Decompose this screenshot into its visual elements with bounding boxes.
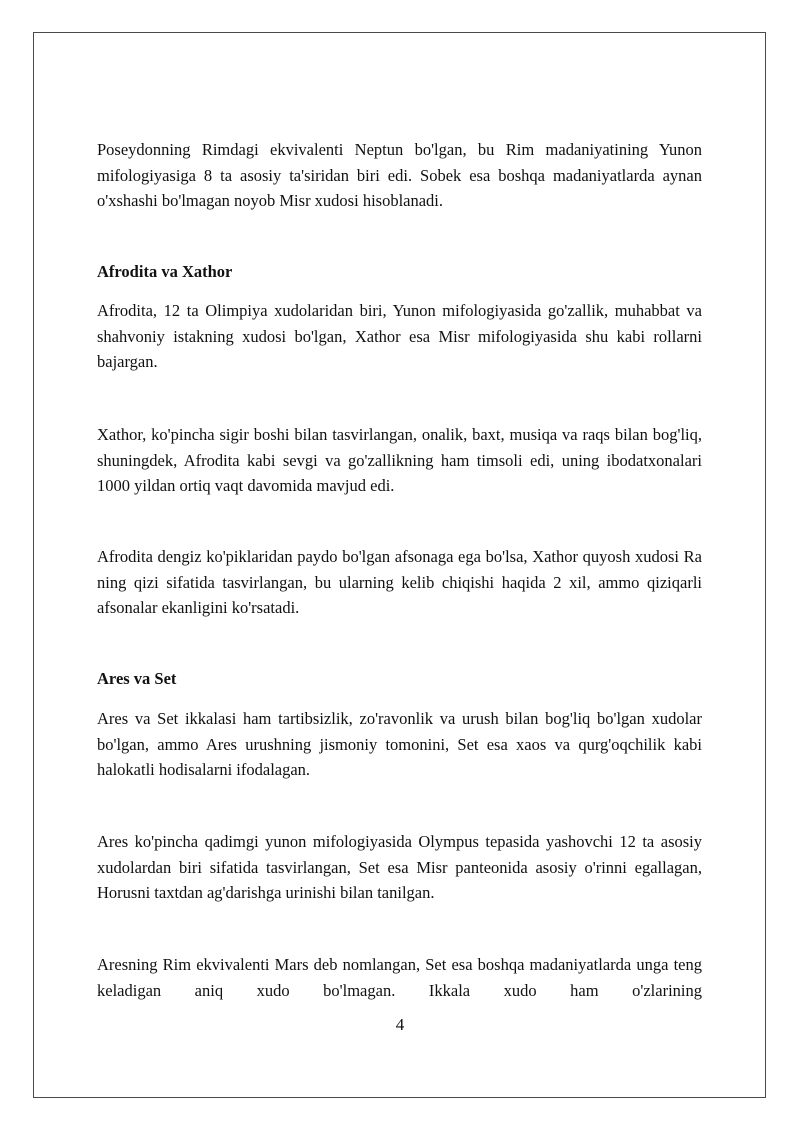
page-number: 4 (395, 1015, 405, 1034)
paragraph-ares-mars: Aresning Rim ekvivalenti Mars deb nomlangan, Set esa boshqa madaniyatlarda unga teng keladigan aniq xudo bo'lmagan. Ikkala xudo ham o'zlarining (97, 955, 702, 1000)
paragraph-afrodita-intro: Afrodita, 12 ta Olimpiya xudolaridan biri, Yunon mifologiyasida go'zallik, muhabbat va shahvoniy istakning xudosi bo'lgan, Xathor esa Misr mifologiyasida shu kabi rollarni bajargan. (97, 301, 702, 371)
paragraph-poseidon-neptune: Poseydonning Rimdagi ekvivalenti Neptun bo'lgan, bu Rim madaniyatining Yunon mifologiyasiga 8 ta asosiy ta'siridan biri edi. Sobek esa boshqa madaniyatlarda aynan o'xshashi bo'lmagan noyob Misr xudosi hisoblanadi. (97, 140, 702, 210)
paragraph-xathor-description: Xathor, ko'pincha sigir boshi bilan tasvirlangan, onalik, baxt, musiqa va raqs bilan bog'liq, shuningdek, Afrodita kabi sevgi va go'zallikning ham timsoli edi, uning ibodatxonalari 1000 yildan ortiq vaqt davomida mavjud edi. (97, 425, 702, 495)
section-heading-ares-set: Ares va Set (97, 669, 177, 688)
paragraph-ares-set-intro: Ares va Set ikkalasi ham tartibsizlik, zo'ravonlik va urush bilan bog'liq bo'lgan xudolar bo'lgan, ammo Ares urushning jismoniy tomonini, Set esa xaos va qurg'oqchilik kabi halokatli hodisalarni ifodalagan. (97, 709, 702, 779)
section-heading-afrodita-xathor: Afrodita va Xathor (97, 262, 233, 281)
paragraph-ares-olympus: Ares ko'pincha qadimgi yunon mifologiyasida Olympus tepasida yashovchi 12 ta asosiy xudolardan biri sifatida tasvirlangan, Set esa Misr panteonida asosiy o'rinni egallagan, Horusni taxtdan ag'darishga urinishi bilan tanilgan. (97, 832, 702, 902)
paragraph-origin-myths: Afrodita dengiz ko'piklaridan paydo bo'lgan afsonaga ega bo'lsa, Xathor quyosh xudosi Ra ning qizi sifatida tasvirlangan, bu ularning kelib chiqishi haqida 2 xil, ammo qiziqarli afsonalar ekanligini ko'rsatadi. (97, 547, 702, 617)
